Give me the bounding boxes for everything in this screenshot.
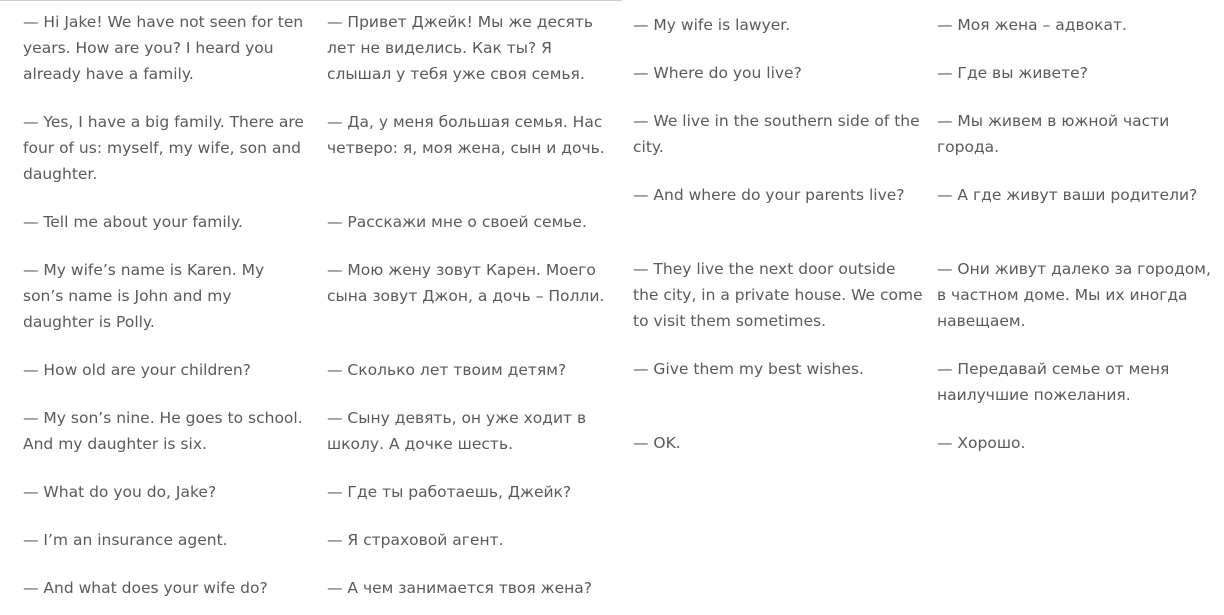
dialogue-line-en: — How old are your children? [23,361,251,379]
dialogue-line-ru: — Сыну девять, он уже ходит в школу. А дочке шесть. [327,409,587,453]
dialogue-line-en: — And what does your wife do? [23,579,268,597]
dialogue-line-en: — Give them my best wishes. [633,360,864,378]
dialogue-line-ru: — Где вы живете? [937,64,1088,82]
dialogue-line-ru: — Где ты работаешь, Джейк? [327,483,572,501]
dialogue-line-en: — OK. [633,434,681,452]
dialogue-line-ru: — Я страховой агент. [327,531,504,549]
dialogue-line-en: — We live in the southern side of the city. [633,112,920,156]
dialogue-line-ru: — Хорошо. [937,434,1026,452]
dialogue-line-en: — My wife is lawyer. [633,16,791,34]
dialogue-line-en: — My son’s nine. He goes to school. And my daughter is six. [23,409,303,453]
dialogue-line-en: — And where do your parents live? [633,186,905,204]
dialogue-line-en: — What do you do, Jake? [23,483,217,501]
dialogue-line-ru: — А где живут ваши родители? [937,186,1198,204]
dialogue-line-en: — I’m an insurance agent. [23,531,228,549]
dialogue-line-ru: — Сколько лет твоим детям? [327,361,567,379]
dialogue-line-ru: — Мы живем в южной части города. [937,112,1170,156]
dialogue-line-ru: — Расскажи мне о своей семье. [327,213,587,231]
dialogue-line-en: — My wife’s name is Karen. My son’s name is John and my daughter is Polly. [23,261,265,331]
dialogue-line-ru: — Привет Джейк! Мы же десять лет не виделись. Как ты? Я слышал у тебя уже своя семья. [327,13,594,83]
dialogue-line-ru: — Передавай семье от меня наилучшие пожелания. [937,360,1170,404]
dialogue-line-ru: — Мою жену зовут Карен. Моего сына зовут Джон, а дочь – Полли. [327,261,605,305]
dialogue-line-en: — Yes, I have a big family. There are four of us: myself, my wife, son and daughter. [23,113,304,183]
dialogue-line-en: — They live the next door outside the city, in a private house. We come to visit them sometimes. [633,260,923,330]
dialogue-line-en: — Tell me about your family. [23,213,243,231]
dialogue-line-ru: — Да, у меня большая семья. Нас четверо: я, моя жена, сын и дочь. [327,113,605,157]
dialogue-line-ru: — А чем занимается твоя жена? [327,579,593,597]
dialogue-line-ru: — Они живут далеко за городом, в частном доме. Мы их иногда навещаем. [937,260,1211,330]
dialogue-panel-right [622,0,1224,614]
dialogue-line-en: — Hi Jake! We have not seen for ten years. How are you? I heard you already have a family. [23,13,304,83]
dialogue-line-en: — Where do you live? [633,64,802,82]
dialogue-line-ru: — Моя жена – адвокат. [937,16,1127,34]
